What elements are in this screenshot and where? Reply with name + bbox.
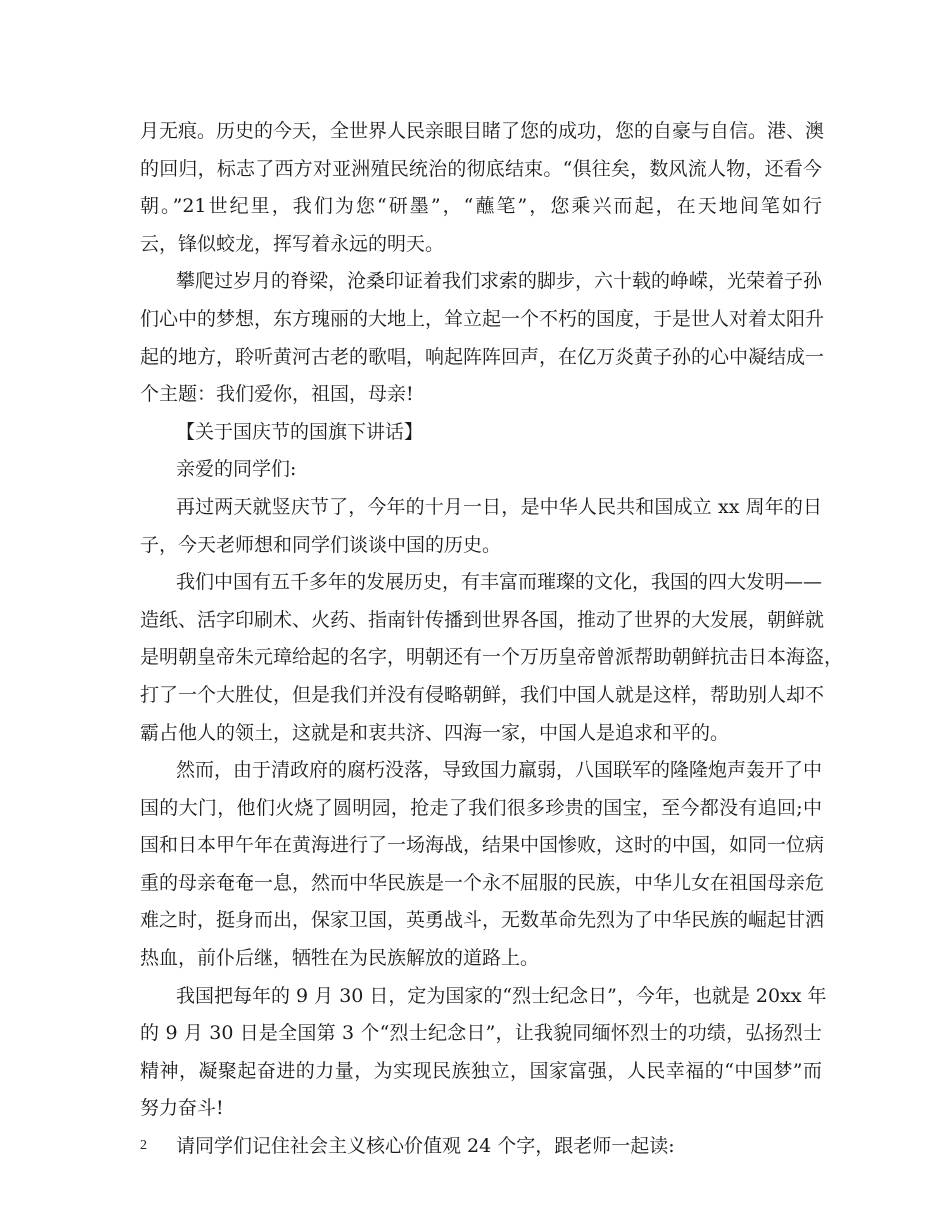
text-line: 是明朝皇帝朱元璋给起的名字，明朝还有一个万历皇帝曾派帮助朝鲜抗击日本海盗， — [140, 646, 844, 669]
text-line: 我们中国有五千多年的发展历史，有丰富而璀璨的文化，我国的四大发明—— — [176, 571, 823, 594]
text-line: 的 9 月 30 日是全国第 3 个“烈士纪念日”，让我貌同缅怀烈士的功绩，弘扬烈士 — [140, 1022, 822, 1045]
text-line: 的回归，标志了西方对亚洲殖民统治的彻底结束。“俱往矣，数风流人物，还看今 — [140, 157, 822, 180]
text-line: 然而，由于清政府的腐朽没落，导致国力羸弱，八国联军的隆隆炮声轰开了中 — [176, 759, 823, 782]
text-line: 再过两天就竖庆节了，今年的十月一日，是中华人民共和国成立 xx 周年的日 — [176, 495, 822, 518]
text-line: 个主题：我们爱你，祖国，母亲! — [140, 383, 414, 406]
text-line: 精神，凝聚起奋进的力量，为实现民族独立，国家富强，人民幸福的“中国梦”而 — [140, 1059, 822, 1082]
text-line: 子，今天老师想和同学们谈谈中国的历史。 — [140, 533, 502, 556]
text-line: 请同学们记住社会主义核心价值观 24 个字，跟老师一起读: — [176, 1135, 675, 1158]
text-line: 月无痕。历史的今天，全世界人民亲眼目睹了您的成功，您的自豪与自信。港、澳 — [140, 120, 825, 142]
text-line: 国的大门，他们火烧了圆明园，抢走了我们很多珍贵的国宝，至今都没有追回;中 — [140, 796, 822, 819]
text-line: 国和日本甲午年在黄海进行了一场海战，结果中国惨败，这时的中国，如同一位病 — [140, 834, 825, 857]
text-line: 难之时，挺身而出，保家卫国，英勇战斗，无数革命先烈为了中华民族的崛起甘洒 — [140, 909, 825, 932]
text-line: 热血，前仆后继，牺牲在为民族解放的道路上。 — [140, 947, 540, 970]
text-line: 霸占他人的领土，这就是和衷共济、四海一家，中国人是追求和平的。 — [140, 721, 730, 744]
text-line: 打了一个大胜仗，但是我们并没有侵略朝鲜，我们中国人就是这样，帮助别人却不 — [140, 683, 825, 706]
text-line: 云，锋似蛟龙，挥写着永远的明天。 — [140, 232, 445, 255]
text-line: 攀爬过岁月的脊梁，沧桑印证着我们求索的脚步，六十载的峥嵘，光荣着子孙 — [176, 270, 823, 293]
text-line: 【关于国庆节的国旗下讲话】 — [176, 420, 424, 443]
page-number: 2 — [140, 1138, 147, 1153]
text-line: 们心中的梦想，东方瑰丽的大地上，耸立起一个不朽的国度，于是世人对着太阳升 — [140, 307, 825, 330]
text-line: 造纸、活字印刷术、火药、指南针传播到世界各国，推动了世界的大发展，朝鲜就 — [140, 608, 825, 631]
text-line: 重的母亲奄奄一息，然而中华民族是一个永不屈服的民族，中华儿女在祖国母亲危 — [140, 871, 825, 894]
text-line: 亲爱的同学们: — [176, 458, 297, 481]
text-line: 朝。”21世纪里，我们为您“研墨”，“蘸笔”，您乘兴而起，在天地间笔如行 — [140, 195, 822, 218]
body-text — [140, 113, 844, 1166]
text-line: 起的地方，聆听黄河古老的歌唱，响起阵阵回声，在亿万炎黄子孙的心中凝结成一 — [140, 345, 825, 368]
text-line: 努力奋斗! — [140, 1097, 224, 1120]
text-line: 我国把每年的 9 月 30 日，定为国家的“烈士纪念日”，今年，也就是 20xx 年 — [176, 984, 827, 1007]
